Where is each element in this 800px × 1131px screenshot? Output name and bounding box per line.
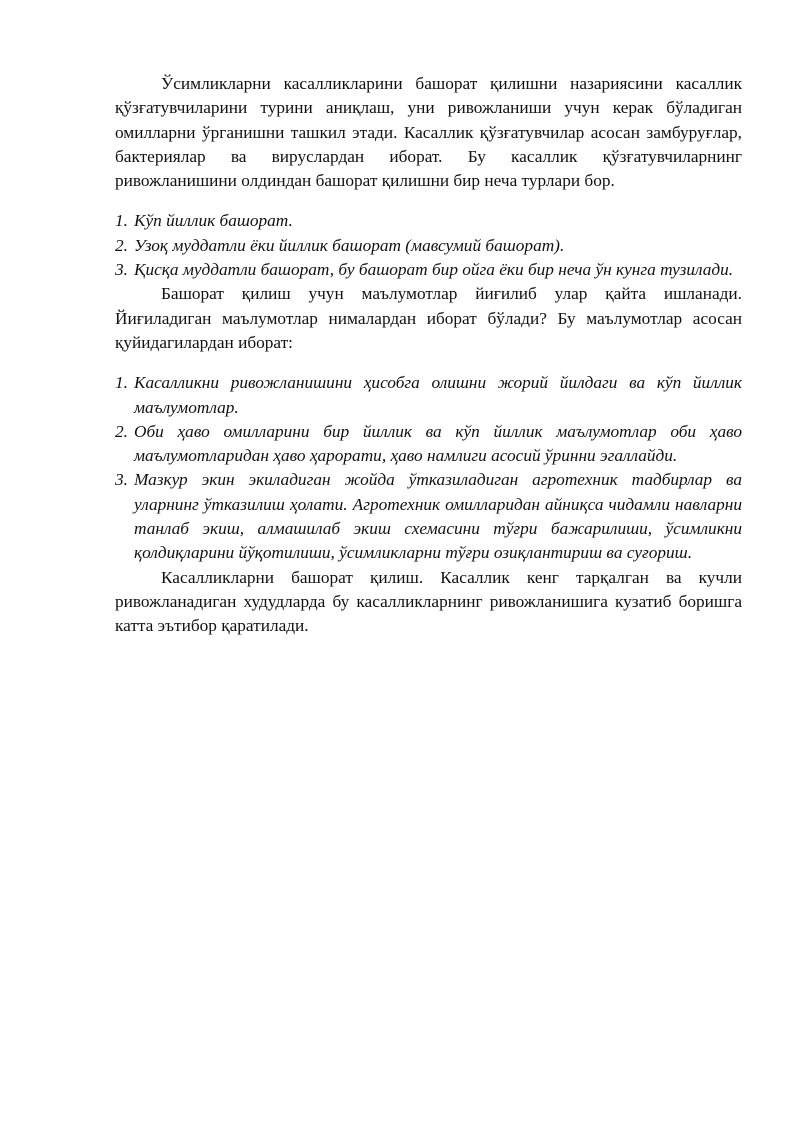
list-item-number: 1. xyxy=(115,373,128,393)
list-item-text: Узоқ муддатли ёки йиллик башорат (мавсумий башорат). xyxy=(134,235,565,255)
list-item xyxy=(115,420,742,469)
forecast-types-list xyxy=(115,209,742,282)
list-item-text: Мазкур экин экиладиган жойда ўтказиладиган агротехник тадбирлар ва уларнинг ўтказилиш ҳолати. Агротехник омилларидан айниқса чидамли навларни танлаб экиш, алмашилаб экиш схемасини тўғри бажарилиши, ўсимликни қолдиқларини йўқотилиши, ўсимликларни тўғри озиқлантириш ва суғориш. xyxy=(134,470,742,563)
list-item-number: 3. xyxy=(115,470,128,490)
list-item xyxy=(115,258,742,282)
list-item-text: Қисқа муддатли башорат, бу башорат бир ойга ёки бир неча ўн кунга тузилади. xyxy=(134,260,734,280)
list-item xyxy=(115,371,742,420)
list-item-text: Кўп йиллик башорат. xyxy=(134,211,293,231)
list-item-number: 2. xyxy=(115,421,128,441)
list-item-number: 2. xyxy=(115,235,128,255)
list-item xyxy=(115,468,742,565)
list-item-text: Оби ҳаво омилларини бир йиллик ва кўп йиллик маълумотлар оби ҳаво маълумотларидан ҳаво ҳарорати, ҳаво намлиги асосий ўринни эгаллайди. xyxy=(134,421,742,466)
list-item-number: 1. xyxy=(115,211,128,231)
paragraph-data-collection: Башорат қилиш учун маълумотлар йиғилиб улар қайта ишланади. Йиғиладиган маълумотлар нималардан иборат бўлади? Бу маълумотлар асосан қуйидагилардан иборат: xyxy=(115,284,742,352)
list-item xyxy=(115,209,742,233)
list-item xyxy=(115,234,742,258)
list-item-text: Касалликни ривожланишини ҳисобга олишни жорий йилдаги ва кўп йиллик маълумотлар. xyxy=(134,373,742,417)
paragraph-conclusion: Касалликларни башорат қилиш. Касаллик кенг тарқалган ва кучли ривожланадиган худудларда бу касалликларнинг ривожланишига кузатиб боришга катта эътибор қаратилади. xyxy=(115,567,742,636)
list-item-number: 3. xyxy=(115,260,128,280)
document-page xyxy=(115,72,742,639)
paragraph-intro: Ўсимликларни касалликларини башорат қилишни назариясини касаллик қўзғатувчиларини турини аниқлаш, уни ривожланиши учун керак бўладиган омилларни ўрганишни ташкил этади. Касаллик қўзғатувчилар асосан замбуруғлар, бактериялар ва вируслардан иборат. Бу касаллик қўзғатувчиларнинг ривожланишини олдиндан башорат қилишни бир неча турлари бор. xyxy=(115,74,742,191)
data-sources-list xyxy=(115,371,742,565)
